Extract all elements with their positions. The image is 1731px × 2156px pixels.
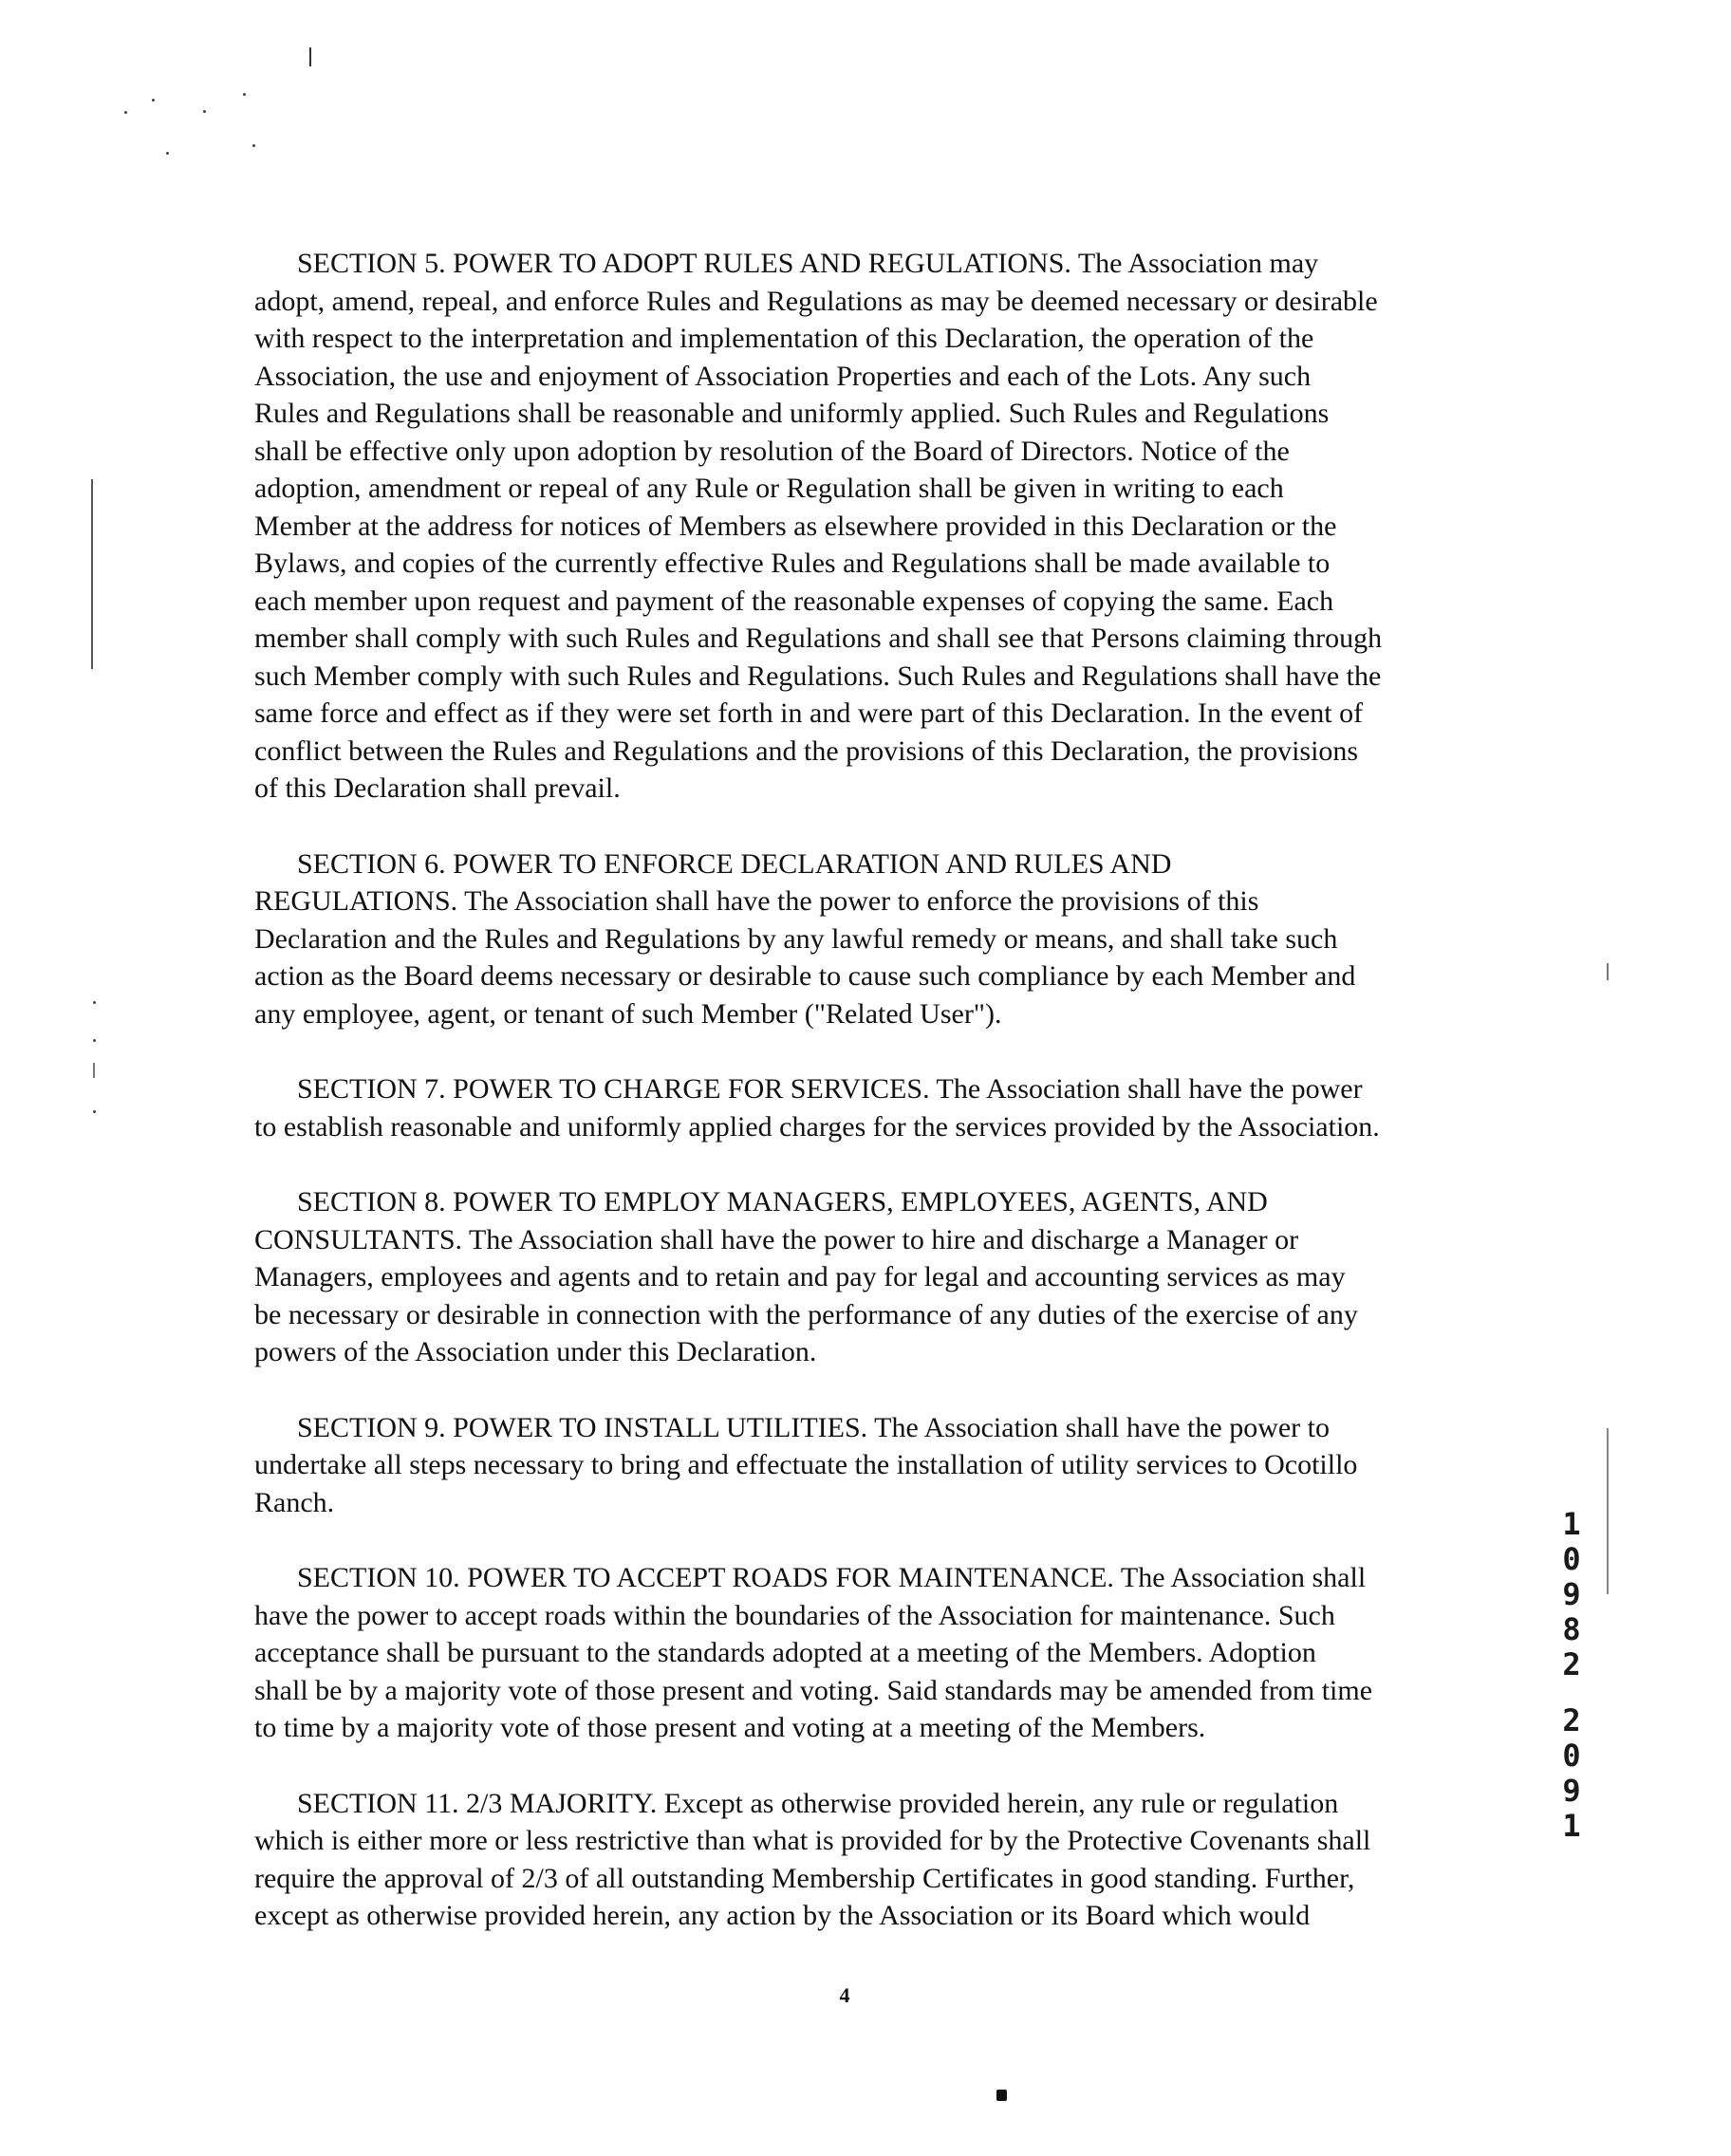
section-10-paragraph — [254, 1559, 1418, 1747]
text-line: be necessary or desirable in connection with the performance of any duties of the exercise of any — [254, 1298, 1358, 1330]
text-line: Rules and Regulations shall be reasonable and uniformly applied. Such Rules and Regulations — [254, 398, 1330, 429]
text-line: SECTION 5. POWER TO ADOPT RULES AND REGULATIONS. The Association may — [297, 248, 1319, 279]
text-line: SECTION 9. POWER TO INSTALL UTILITIES. The Association shall have the power to — [297, 1411, 1330, 1443]
scan-speck — [93, 1110, 96, 1113]
text-line: adoption, amendment or repeal of any Rule or Regulation shall be given in writing to each — [254, 473, 1284, 504]
text-line: same force and effect as if they were set forth in and were part of this Declaration. In the event of — [254, 697, 1364, 729]
text-line: require the approval of 2/3 of all outstanding Membership Certificates in good standing. Further, — [254, 1862, 1355, 1894]
scan-mark — [93, 1063, 95, 1078]
text-line: except as otherwise provided herein, any action by the Association or its Board which would — [254, 1900, 1311, 1931]
recording-number-stamp — [1553, 1507, 1591, 1844]
stamp-digit: 2 — [1562, 1646, 1581, 1682]
text-line: undertake all steps necessary to bring and effectuate the installation of utility services to Ocotillo — [254, 1449, 1358, 1480]
stamp-digit: 9 — [1562, 1576, 1581, 1612]
section-9-paragraph — [254, 1409, 1418, 1522]
text-line: Bylaws, and copies of the currently effective Rules and Regulations shall be made available to — [254, 548, 1331, 579]
stamp-digit: 2 — [1562, 1702, 1581, 1738]
scan-mark — [309, 47, 311, 66]
text-line: Declaration and the Rules and Regulations by any lawful remedy or means, and shall take such — [254, 922, 1338, 955]
scan-speck — [152, 99, 155, 102]
text-line: shall be effective only upon adoption by resolution of the Board of Directors. Notice of the — [254, 435, 1290, 467]
text-line: SECTION 7. POWER TO CHARGE FOR SERVICES. The Association shall have the power — [297, 1073, 1363, 1105]
text-line: acceptance shall be pursuant to the standards adopted at a meeting of the Members. Adoption — [254, 1637, 1316, 1668]
text-line: SECTION 10. POWER TO ACCEPT ROADS FOR MAINTENANCE. The Association shall — [297, 1562, 1367, 1593]
text-line: with respect to the interpretation and implementation of this Declaration, the operation of the — [254, 323, 1314, 354]
text-line: Ranch. — [254, 1486, 335, 1518]
scan-speck — [93, 1001, 96, 1004]
scan-speck — [124, 111, 127, 114]
stamp-digit: 8 — [1562, 1611, 1581, 1647]
scan-speck — [203, 110, 206, 113]
text-line: CONSULTANTS. The Association shall have the power to hire and discharge a Manager or — [254, 1223, 1299, 1255]
text-line: of this Declaration shall prevail. — [254, 772, 621, 804]
text-line: Member at the address for notices of Members as elsewhere provided in this Declaration or the — [254, 510, 1337, 542]
text-line: SECTION 6. POWER TO ENFORCE DECLARATION AND RULES AND — [297, 847, 1172, 880]
text-line: powers of the Association under this Declaration. — [254, 1336, 817, 1367]
document-body — [254, 245, 1418, 1973]
stamp-digit: 0 — [1562, 1738, 1581, 1774]
stamp-digit: 0 — [1562, 1541, 1581, 1577]
text-line: REGULATIONS. The Association shall have the power to enforce the provisions of this — [254, 885, 1259, 917]
stamp-digit: 1 — [1562, 1808, 1581, 1844]
section-8-paragraph — [254, 1183, 1418, 1371]
text-line: SECTION 11. 2/3 MAJORITY. Except as otherwise provided herein, any rule or regulation — [297, 1787, 1339, 1819]
text-line: which is either more or less restrictive than what is provided for by the Protective Covenants shall — [254, 1825, 1371, 1856]
scan-mark — [1607, 963, 1609, 980]
text-line: such Member comply with such Rules and Regulations. Such Rules and Regulations shall have the — [254, 660, 1382, 692]
text-line: Managers, employees and agents and to retain and pay for legal and accounting services as may — [254, 1261, 1346, 1292]
text-line: action as the Board deems necessary or desirable to cause such compliance by each Member and — [254, 960, 1356, 992]
text-line: member shall comply with such Rules and Regulations and shall see that Persons claiming through — [254, 623, 1383, 654]
section-7-paragraph — [254, 1070, 1418, 1145]
text-line: have the power to accept roads within the boundaries of the Association for maintenance. Such — [254, 1599, 1335, 1631]
text-line: Association, the use and enjoyment of Association Properties and each of the Lots. Any such — [254, 360, 1312, 392]
stamp-digit: 1 — [1562, 1506, 1581, 1542]
text-line: shall be by a majority vote of those present and voting. Said standards may be amended from time — [254, 1674, 1373, 1706]
section-11-paragraph — [254, 1785, 1418, 1935]
stamp-gap — [1553, 1682, 1591, 1703]
section-5-paragraph — [254, 245, 1418, 808]
text-line: to time by a majority vote of those present and voting at a meeting of the Members. — [254, 1712, 1206, 1743]
text-line: any employee, agent, or tenant of such Member ("Related User"). — [254, 997, 1002, 1030]
scan-speck — [252, 144, 255, 147]
page-number: 4 — [839, 1983, 850, 2007]
scan-speck — [243, 93, 246, 96]
stamp-digit: 9 — [1562, 1773, 1581, 1809]
section-6-paragraph — [254, 846, 1418, 1033]
text-line: conflict between the Rules and Regulations and the provisions of this Declaration, the provisions — [254, 734, 1359, 767]
text-line: SECTION 8. POWER TO EMPLOY MANAGERS, EMPLOYEES, AGENTS, AND — [297, 1186, 1268, 1217]
text-line: each member upon request and payment of the reasonable expenses of copying the same. Each — [254, 585, 1334, 617]
text-line: to establish reasonable and uniformly applied charges for the services provided by the Association. — [254, 1110, 1380, 1143]
scan-speck — [166, 152, 169, 155]
left-margin-line — [91, 479, 93, 669]
scan-speck — [93, 1039, 96, 1042]
right-margin-line — [1607, 1428, 1609, 1594]
ink-blot — [996, 2090, 1007, 2101]
text-line: adopt, amend, repeal, and enforce Rules and Regulations as may be deemed necessary or desirable — [254, 285, 1378, 317]
